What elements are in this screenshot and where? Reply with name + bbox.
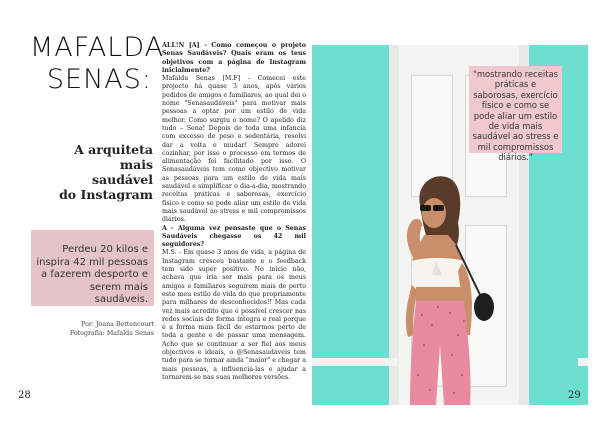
- pull-quote-right: "mostrando receitas práticas e saborosas, exercício físico e como se pode aliar um estilo de vida mais saudável ao stress e mil compromissos diários.": [469, 66, 562, 153]
- answer-1: Mafalda Senas [M.F] - Comecei este projecto há quase 3 anos, após vários pedidos de amigos e familiares, ao qual dei o nome "Senasaudáveis" para motivar mais pessoas a optar por um estilo de vida melhor. Como surgiu o nome? O apelido diz tudo – Sena! Depois de toda uma infancia com excesso de peso e sedentária, resolvi dar a volta e mudar! Sempre adorei cozinhar, por isso o processo em termos de alimentação foi facilitado por isso. O Senasaudáveis tem como objectivo motivar as pessoas para um estilo de vida mais saudável e simplificar o dia-a-dia, mostrando receitas práticas e saborosas, exercício físico e como se pode aliar um estilo de vida mais saudável ao stress e mil compromissos diários.: [162, 75, 306, 224]
- pull-quote-left: Perdeu 20 kilos e inspira 42 mil pessoas a fazerem desporto e serem mais saudáveis.: [31, 230, 154, 306]
- subtitle-line-2: saudável: [91, 172, 153, 187]
- article-subtitle: [40, 142, 153, 202]
- interview-column: [162, 42, 306, 382]
- credits: [60, 320, 154, 338]
- credit-author: Por: Joana Bettencourt: [81, 321, 154, 328]
- credit-photo: Fotografia: Mafalda Senas: [69, 330, 154, 337]
- answer-2: M.S. - Em quase 3 anos de vida, a página de Instagram cresceu bastante e o feedback tem sido super positivo. No início não, achava que iria ser mais para os meus amigos e familiares seguirem mais de perto este meu estilo de vida do que propriamente para milhares de desconhecidos!! Mas cada vez mais acredito que é possível crescer nas redes sociais de forma íntegra e real porque é a forma mais fácil de estarmos perto de toda a gente e de passar uma mensagem. Acho que se continuar a ser fiel aos meus objectivos e ideais, o @Senasaudáveis tem tudo para se tornar ainda "maior" e chegar a mais pessoas, a influenciá-las e ajudar a tornarem-se nas suas melhores versões.: [162, 249, 306, 381]
- title-line-1: MAFALDA: [30, 32, 165, 63]
- page-number-right: 29: [568, 390, 581, 401]
- article-title: [30, 32, 165, 96]
- question-1: ALL!N [A] - Como começou o projeto Senas Saudáveis? Quais eram os teus objetivos com a página de Instagram inicialmente?: [162, 42, 306, 74]
- subtitle-line-1: A arquiteta mais: [74, 142, 153, 172]
- question-2: A - Alguma vez pensaste que o Senas Saudáveis chegasse os 42 mil seguidores?: [162, 224, 306, 249]
- page-number-left: 28: [18, 390, 31, 401]
- title-line-2: SENAS:: [46, 64, 152, 95]
- subtitle-line-3: do Instagram: [59, 187, 153, 202]
